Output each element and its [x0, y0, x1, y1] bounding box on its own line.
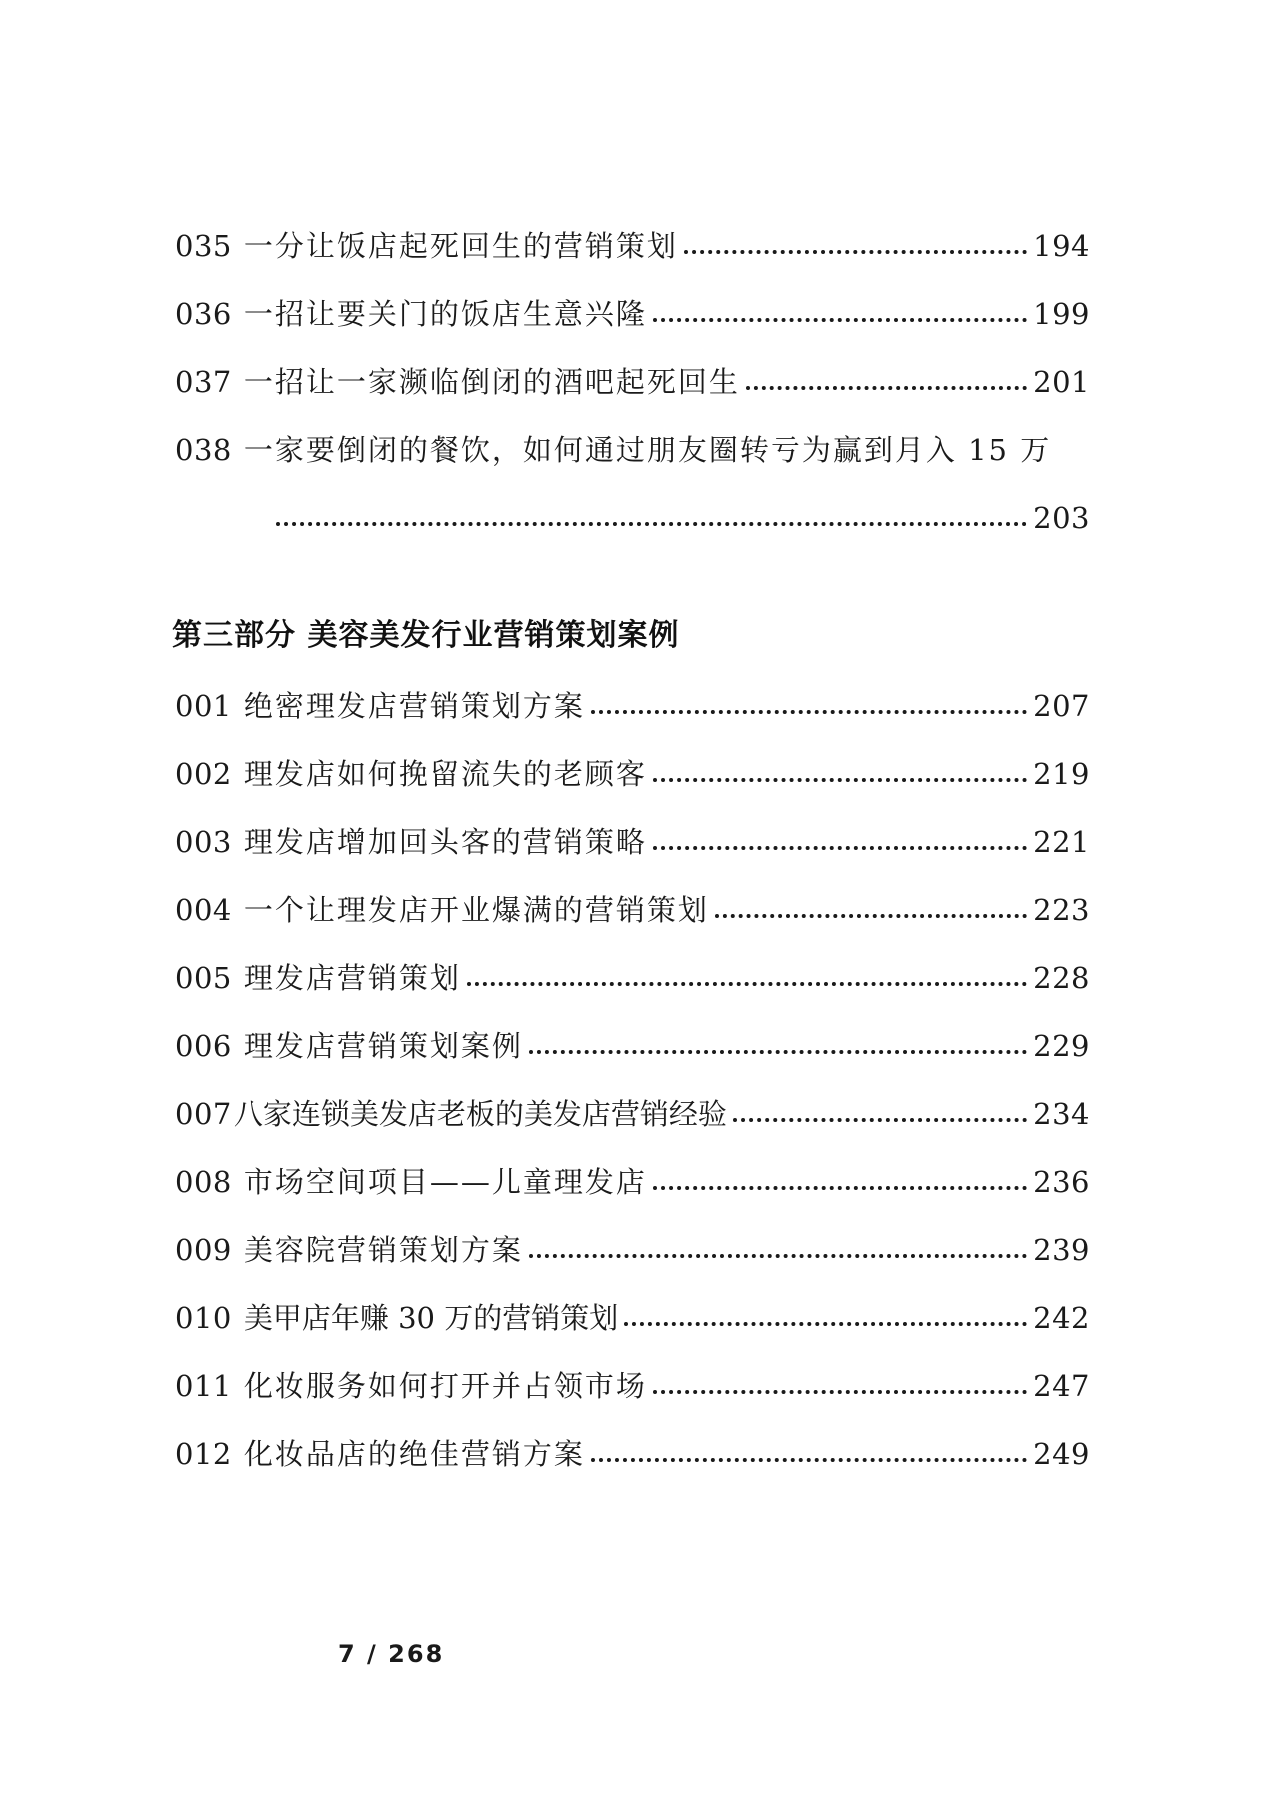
toc-entry-page: 236: [1033, 1165, 1090, 1199]
toc-entry-page: 242: [1033, 1301, 1090, 1335]
toc-entry-page: 228: [1033, 961, 1090, 995]
toc-entry-number: 001: [175, 689, 232, 723]
toc-entry-title: 美甲店年赚 30 万的营销策划: [243, 1301, 619, 1335]
toc-entry-page: 219: [1033, 757, 1090, 791]
dot-leader: [653, 778, 1027, 782]
toc-entry-page: 229: [1033, 1029, 1090, 1063]
toc-entry[interactable]: [175, 1336, 1090, 1404]
toc-entry-number: 036: [175, 297, 232, 331]
toc-entry-page: 203: [1033, 501, 1090, 535]
dot-leader: [276, 522, 1027, 526]
toc-entry-page: 201: [1033, 365, 1090, 399]
toc-entry[interactable]: [175, 656, 1090, 724]
toc-entry-number: 035: [175, 229, 232, 263]
dot-leader: [529, 1254, 1027, 1258]
toc-entry-title: 八家连锁美发店老板的美发店营销经验: [233, 1097, 727, 1131]
page-indicator: 7 / 268: [338, 1640, 445, 1668]
toc-entry-page: 199: [1033, 297, 1090, 331]
toc-entry-title: 美容院营销策划方案: [243, 1233, 523, 1267]
toc-list-part2-tail: [175, 196, 1090, 536]
dot-leader: [529, 1050, 1027, 1054]
toc-entry-number: 002: [175, 757, 232, 791]
toc-entry-number: 005: [175, 961, 232, 995]
toc-entry[interactable]: [175, 196, 1090, 264]
toc-entry[interactable]: [175, 996, 1090, 1064]
toc-entry-title: 化妆服务如何打开并占领市场: [243, 1369, 647, 1403]
toc-entry-number: 012: [175, 1437, 232, 1471]
dot-leader: [733, 1118, 1027, 1122]
toc-entry-number: 008: [175, 1165, 232, 1199]
toc-entry-number: 006: [175, 1029, 232, 1063]
toc-entry[interactable]: [175, 1404, 1090, 1472]
toc-entry-number: 004: [175, 893, 232, 927]
toc-entry-page: 194: [1033, 229, 1090, 263]
toc-entry[interactable]: [175, 1200, 1090, 1268]
toc-entry-number: 037: [175, 365, 232, 399]
toc-entry-title: 一家要倒闭的餐饮，如何通过朋友圈转亏为赢到月入 15 万: [243, 433, 1052, 467]
toc-entry-title: 化妆品店的绝佳营销方案: [243, 1437, 585, 1471]
toc-entry[interactable]: [175, 264, 1090, 332]
toc-entry-title: 一个让理发店开业爆满的营销策划: [243, 893, 709, 927]
toc-entry[interactable]: [175, 1132, 1090, 1200]
toc-entry[interactable]: [175, 332, 1090, 400]
dot-leader: [653, 1186, 1027, 1190]
toc-list-part3: [175, 656, 1090, 1472]
toc-entry[interactable]: [175, 1268, 1090, 1336]
toc-entry-title: 绝密理发店营销策划方案: [243, 689, 585, 723]
toc-entry[interactable]: [175, 860, 1090, 928]
toc-entry-title: 理发店营销策划: [243, 961, 461, 995]
toc-entry-page: 221: [1033, 825, 1090, 859]
dot-leader: [653, 318, 1027, 322]
toc-entry-number: 010: [175, 1301, 232, 1335]
toc-entry-number: 038: [175, 433, 232, 467]
toc-entry[interactable]: [175, 928, 1090, 996]
dot-leader: [591, 710, 1027, 714]
dot-leader: [653, 846, 1027, 850]
toc-entry[interactable]: [175, 400, 1090, 468]
toc-entry-page: 223: [1033, 893, 1090, 927]
toc-entry-page: 207: [1033, 689, 1090, 723]
toc-entry-title: 一招让一家濒临倒闭的酒吧起死回生: [243, 365, 740, 399]
section-heading: 第三部分 美容美发行业营销策划案例: [172, 618, 680, 653]
dot-leader: [684, 250, 1027, 254]
toc-entry-number: 007: [175, 1097, 232, 1131]
toc-entry-page: 247: [1033, 1369, 1090, 1403]
toc-entry-title: 一招让要关门的饭店生意兴隆: [243, 297, 647, 331]
toc-entry-title: 理发店如何挽留流失的老顾客: [243, 757, 647, 791]
dot-leader: [746, 386, 1027, 390]
dot-leader: [653, 1390, 1027, 1394]
toc-entry-title: 理发店增加回头客的营销策略: [243, 825, 647, 859]
toc-entry[interactable]: [175, 792, 1090, 860]
toc-entry-page: 234: [1033, 1097, 1090, 1131]
toc-entry-page: 249: [1033, 1437, 1090, 1471]
dot-leader: [591, 1458, 1027, 1462]
toc-entry[interactable]: [175, 724, 1090, 792]
toc-entry-number: 011: [175, 1369, 232, 1403]
toc-entry-page: 239: [1033, 1233, 1090, 1267]
toc-entry-continuation[interactable]: [175, 468, 1090, 536]
dot-leader: [624, 1322, 1027, 1326]
toc-entry-number: 003: [175, 825, 232, 859]
dot-leader: [715, 914, 1027, 918]
toc-entry-title: 理发店营销策划案例: [243, 1029, 523, 1063]
toc-entry-title: 一分让饭店起死回生的营销策划: [243, 229, 678, 263]
toc-entry-number: 009: [175, 1233, 232, 1267]
toc-entry-title: 市场空间项目——儿童理发店: [243, 1165, 647, 1199]
toc-entry[interactable]: [175, 1064, 1090, 1132]
dot-leader: [467, 982, 1027, 986]
